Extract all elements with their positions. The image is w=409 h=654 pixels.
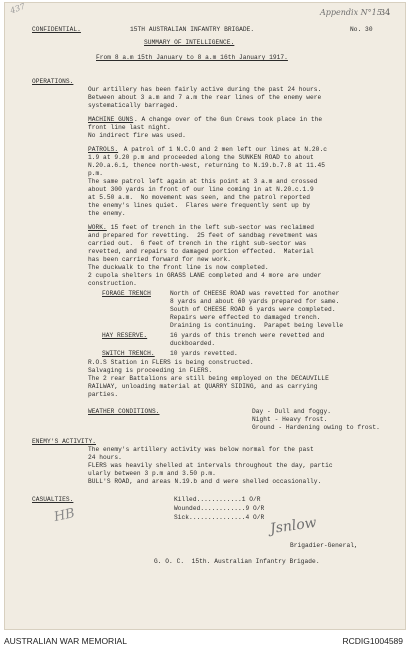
document-page xyxy=(4,2,406,630)
work-line-2: and prepared for revetting. 25 feet of sandbag revetment was xyxy=(88,232,318,239)
weather-ground: Ground - Hardening owing to frost. xyxy=(252,424,380,431)
artillery-line-2: Between about 3 a.m and 7 a.m the rear lines of the enemy were xyxy=(88,94,322,101)
enemy-line-4: ularly between 3 p.m and 3.50 p.m. xyxy=(88,470,216,477)
forage-line-4: Repairs were effected to damaged trench. xyxy=(170,314,321,321)
signature-role: G. O. C. 15th. Australian Infantry Brigade. xyxy=(154,558,320,565)
enemy-line-2: 24 hours. xyxy=(88,454,122,461)
machine-guns-line-3: No indirect fire was used. xyxy=(88,132,186,139)
page-number: 34 xyxy=(380,8,391,17)
weather-label: WEATHER CONDITIONS. xyxy=(88,408,160,415)
casualties-killed: Killed............1 O/R xyxy=(174,496,261,503)
patrols-line-4: p.m. xyxy=(88,170,104,177)
footer-institution: AUSTRALIAN WAR MEMORIAL xyxy=(4,636,127,646)
work-line-6: The duckwalk to the front line is now completed. xyxy=(88,264,269,271)
period: From 8 a.m 15th January to 8 a.m 16th January 1917. xyxy=(96,54,288,61)
weather-night: Night - Heavy frost. xyxy=(252,416,328,423)
forage-line-1: North of CHEESE ROAD was revetted for another xyxy=(170,290,340,297)
footer-reference: RCDIG1004589 xyxy=(342,636,403,646)
signature-rank: Brigadier-General, xyxy=(290,542,358,549)
appendix-annotation: Appendix N°15 xyxy=(320,8,382,17)
work-line-1: 15 feet of trench in the left sub-sector was reclaimed xyxy=(107,224,314,231)
casualties-sick: Sick...............4 O/R xyxy=(174,514,265,521)
work-line-3: carried out. 6 feet of trench in the right sub-sector was xyxy=(88,240,307,247)
patrols-line-6: about 300 yards in front of our line coming in at N.20.c.1.9 xyxy=(88,186,314,193)
machine-guns-label: MACHINE GUNS xyxy=(88,116,134,123)
hay-line-2: duckboarded. xyxy=(170,340,216,347)
artillery-line-1: Our artillery has been fairly active during the past 24 hours. xyxy=(88,86,322,93)
operations-heading: OPERATIONS. xyxy=(32,78,74,85)
corner-mark: 437 xyxy=(8,1,27,16)
patrols-label: PATROLS. xyxy=(88,146,119,153)
machine-guns-line-1: . A change over of the Gun Crews took place in the xyxy=(134,116,323,123)
handwritten-signature: Jsnlow xyxy=(269,514,318,538)
work-line-4: revetted, and repairs to damaged portion effected. Material xyxy=(88,248,314,255)
work-line-8: construction. xyxy=(88,280,137,287)
post-work-line-5: parties. xyxy=(88,391,119,398)
summary-title: SUMMARY OF INTELLIGENCE. xyxy=(144,39,235,46)
brigade-name: 15TH AUSTRALIAN INFANTRY BRIGADE. xyxy=(130,26,255,33)
forage-line-5: Draining is continuing. Parapet being levelle xyxy=(170,322,344,329)
artillery-line-3: systematically barraged. xyxy=(88,102,179,109)
machine-guns-line-2: front line last night. xyxy=(88,124,171,131)
patrols-line-1: A patrol of 1 N.C.O and 2 men left our lines at N.20.c xyxy=(120,146,327,153)
switch-line-1: 10 yards revetted. xyxy=(170,350,238,357)
work-line-5: has been carried forward for new work. xyxy=(88,256,231,263)
patrols-line-3: N.20.a.6.1, thence north-west, returning to N.19.b.7.8 at 11.45 xyxy=(88,162,326,169)
casualties-wounded: Wounded............9 O/R xyxy=(174,505,265,512)
patrols-line-8: the enemy's lines quiet. Flares were frequently sent up by xyxy=(88,202,311,209)
post-work-line-1: R.O.S Station in FLERS is being constructed. xyxy=(88,359,254,366)
patrols-line-9: the enemy. xyxy=(88,210,126,217)
post-work-line-4: RAILWAY, unloading material at QUARRY SIDING, and as carrying xyxy=(88,383,318,390)
work-label: WORK. xyxy=(88,224,107,231)
enemy-line-5: BULL'S ROAD, and areas N.19.b and d were shelled occasionally. xyxy=(88,478,322,485)
forage-trench-label: FORAGE TRENCH xyxy=(102,290,151,297)
post-work-line-2: Salvaging is proceeding in FLERS. xyxy=(88,367,213,374)
forage-line-2: 8 yards and about 60 yards prepared for same. xyxy=(170,298,340,305)
confidential-label: CONFIDENTIAL. xyxy=(32,26,81,33)
hay-line-1: 16 yards of this trench were revetted and xyxy=(170,332,325,339)
switch-trench-label: SWITCH TRENCH. xyxy=(102,350,155,357)
hay-reserve-label: HAY RESERVE. xyxy=(102,332,148,339)
archive-footer xyxy=(0,630,409,654)
document-number: No. 30 xyxy=(350,26,373,33)
weather-day: Day - Dull and foggy. xyxy=(252,408,332,415)
post-work-line-3: The 2 rear Battalions are still being employed on the DECAUVILLE xyxy=(88,375,329,382)
enemy-line-1: The enemy's artillery activity was below normal for the past xyxy=(88,446,314,453)
work-line-7: 2 cupola shelters in GRASS LANE completed and 4 more are under xyxy=(88,272,322,279)
forage-line-3: South of CHEESE ROAD 6 yards were completed. xyxy=(170,306,336,313)
patrols-line-2: 1.9 at 9.20 p.m and proceeded along the SUNKEN ROAD to about xyxy=(88,154,314,161)
handwritten-initials: HB xyxy=(52,505,77,526)
enemy-activity-heading: ENEMY'S ACTIVITY. xyxy=(32,438,96,445)
patrols-line-7: at 5.50 a.m. No movement was seen, and the patrol reported xyxy=(88,194,311,201)
enemy-line-3: FLERS was heavily shelled at intervals throughout the day, partic xyxy=(88,462,333,469)
casualties-heading: CASUALTIES. xyxy=(32,496,74,503)
patrols-line-5: The same patrol left again at this point at 3 a.m and crossed xyxy=(88,178,318,185)
